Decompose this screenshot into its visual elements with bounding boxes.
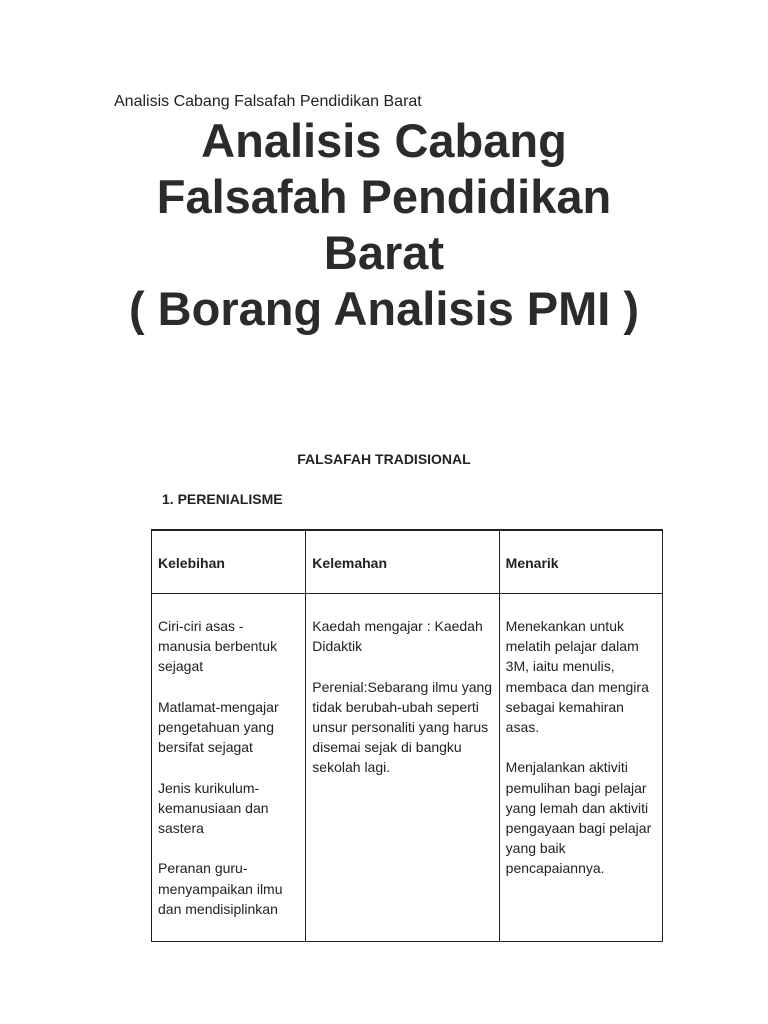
table-row [152,594,663,942]
document-title-line: Barat [323,226,445,279]
cell-paragraph: Peranan guru- menyampaikan ilmu dan mendisiplinkan [158,860,283,917]
cell-content [312,616,492,919]
document-title [0,113,768,337]
document-title-line: Analisis Cabang [201,114,567,167]
section-heading: FALSAFAH TRADISIONAL [297,451,471,467]
column-header-menarik: Menarik [499,530,662,594]
document-title-line: Falsafah Pendidikan [156,170,612,223]
cell-paragraph: Jenis kurikulum- kemanusiaan dan sastera [158,779,269,836]
running-header: Analisis Cabang Falsafah Pendidikan Barat [114,93,422,110]
cell-content [506,616,656,919]
cell-paragraph: Matlamat-mengajar pengetahuan yang bersifat sejagat [158,698,279,756]
table-cell-kelemahan [306,594,499,942]
cell-paragraph: Perenial:Sebarang ilmu yang tidak berubah-ubah seperti unsur personaliti yang harus disemai sejak di bangku sekolah lagi. [312,678,493,776]
table-cell-menarik [499,594,662,942]
cell-paragraph: Ciri-ciri asas - manusia berbentuk sejagat [158,618,278,675]
column-header-kelebihan: Kelebihan [152,530,306,594]
column-header-kelemahan: Kelemahan [306,530,499,594]
sub-heading: 1. PERENIALISME [162,491,283,507]
cell-paragraph: Menekankan untuk melatih pelajar dalam 3M, iaitu menulis, membaca dan mengira sebagai kemahiran asas. [505,618,649,736]
table-header-row [152,530,663,594]
pmi-table [151,529,663,942]
cell-paragraph: Menjalankan aktiviti pemulihan bagi pelajar yang lemah dan aktiviti pengayaan bagi pelajar yang baik pencapaiannya. [505,759,652,877]
cell-content [158,616,299,919]
document-title-line: ( Borang Analisis PMI ) [128,282,640,335]
cell-paragraph: Kaedah mengajar : Kaedah Didaktik [312,618,483,655]
table-cell-kelebihan [152,594,306,942]
